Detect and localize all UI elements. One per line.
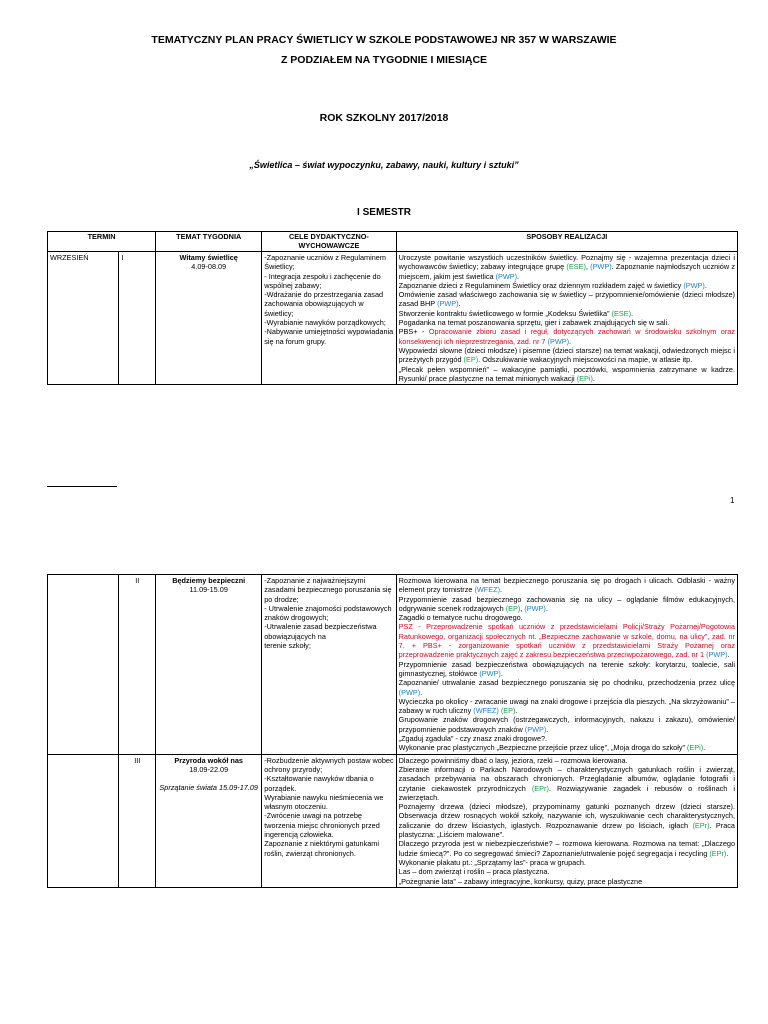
goal-item: -Utrwalenie zasad bezpieczeństwa obowiązujących na: [264, 622, 377, 641]
semester-heading: I SEMESTR: [357, 207, 411, 218]
text-fragment: „Zgaduj zgadula” - czy znasz znaki drogowe?.: [398, 734, 548, 744]
page-number: 1: [730, 496, 735, 505]
goal-item: -Zwrócenie uwagi na potrzebę tworzenia miejsc chronionych przed ingerencją człowieka.: [264, 811, 380, 840]
topic-title: Będziemy bezpieczni: [172, 576, 246, 585]
text-fragment: „Plecak pełen wspomnień” – wakacyjne pamiątki, pocztówki, wspomnienia zatrzymane w kadrze. Rysunki/ prace plastyczne na temat minionych wakacji: [398, 364, 735, 383]
method-paragraph: [399, 877, 735, 886]
ways-cell: [396, 252, 737, 385]
method-paragraph: [399, 290, 735, 309]
topic-extra: Sprzątanie świata 15.09-17.09: [159, 783, 258, 793]
code-fragment: (ESE): [611, 308, 632, 318]
goal-item: -Wdrażanie do przestrzegania zasad zachowania obowiązujących w świetlicy;: [264, 290, 384, 318]
method-paragraph: [399, 327, 735, 346]
text-fragment: Omówienie zasad właściwego zachowania się w świetlicy – przypomnienie/omówienie (dzieci młodsze) zasad BHP: [398, 290, 735, 309]
text-fragment: . Rozwiązywanie zagadek i rebusów o roślinach i zwierzętach.: [398, 783, 735, 802]
method-paragraph: [399, 576, 735, 595]
table-header-row: [48, 232, 738, 252]
topic-dates: 18.09-22.09: [189, 764, 229, 774]
week-number-cell: I: [119, 252, 156, 385]
goal-item: Zapoznanie z niektórymi gatunkami roślin, zwierząt chronionych.: [264, 839, 379, 858]
page-title: TEMATYCZNY PLAN PRACY ŚWIETLICY W SZKOLE PODSTAWOWEJ NR 357 W WARSZAWIE: [151, 34, 617, 46]
code-fragment: (PWP): [706, 650, 728, 660]
text-fragment: Przypomnienie zasad bezpieczeństwa obowiązujących na terenie szkoły: korytarzu, toalecie, sali gimnastycznej, stołówce: [398, 659, 735, 678]
code-fragment: (EPr): [692, 820, 710, 830]
text-fragment: Zbieranie informacji o Parkach Narodowych – charakterystycznych gatunkach roślin i zwierząt, zasadach przebywania na obszarach chronionych. Przeglądanie albumów, oglądanie fotografii i czytanie ciekawostek przyrodniczych: [398, 764, 735, 793]
method-paragraph: [399, 613, 735, 622]
code-fragment: (EPi): [576, 373, 593, 383]
method-paragraph: [399, 858, 735, 867]
code-fragment: (EPi): [686, 743, 704, 753]
text-fragment: .: [546, 724, 549, 734]
goal-item: -Rozbudzenie aktywnych postaw wobec ochrony przyrody;: [264, 755, 394, 774]
goal-item: -Zapoznanie z najważniejszymi zasadami bezpiecznego poruszania się po drodze;: [264, 576, 392, 604]
text-fragment: .: [569, 336, 572, 346]
topic-cell: [156, 252, 262, 385]
code-fragment: (PWP): [524, 603, 546, 613]
table-row: [48, 575, 738, 755]
code-fragment: (WFEZ): [473, 706, 499, 716]
month-cell: WRZESIEŃ: [48, 252, 119, 385]
text-fragment: .: [631, 308, 634, 318]
text-fragment: Las – dom zwierząt i roślin – praca plastyczna.: [398, 867, 550, 877]
code-fragment: (PWP): [479, 668, 501, 678]
topic-dates: 11.09-15.09: [189, 585, 228, 595]
goal-item: -Wyrabianie nawyków porządkowych;: [264, 318, 386, 328]
text-fragment: .: [458, 299, 461, 309]
method-paragraph: [399, 678, 735, 697]
text-fragment: .: [545, 603, 548, 613]
text-fragment: .: [517, 271, 520, 281]
header-topic: TEMAT TYGODNIA: [156, 232, 262, 252]
motto: „Świetlica – świat wypoczynku, zabawy, nauki, kultury i sztuki”: [249, 160, 519, 170]
text-fragment: .: [703, 743, 706, 753]
topic-cell: [156, 754, 262, 887]
page-subtitle: Z PODZIAŁEM NA TYGODNIE I MIESIĄCE: [280, 54, 488, 66]
text-fragment: „Pożegnanie lata” – zabawy integracyjne, konkursy, quizy, prace plastyczne: [398, 876, 643, 886]
method-paragraph: [399, 660, 735, 679]
plan-table-page2: [47, 574, 738, 888]
goal-item: -Kształtowanie nawyków dbania o porządek.: [264, 774, 374, 793]
text-fragment: PBS+ -: [398, 327, 429, 337]
week-number-cell: II: [119, 575, 156, 755]
text-fragment: Dlaczego powinniśmy dbać o lasy, jeziora, rzeki – rozmowa kierowana.: [398, 755, 628, 765]
plan-table-page1: [47, 231, 738, 385]
method-paragraph: [399, 309, 735, 318]
code-fragment: (EP): [500, 706, 516, 716]
topic-cell: [156, 575, 262, 755]
goals-cell: [262, 252, 396, 385]
method-paragraph: [399, 743, 735, 752]
text-fragment: Wykonanie prac plastycznych „Bezpieczne przejście przez ulicę”, „Moja droga do szkoły”: [398, 743, 687, 753]
code-fragment: Opracowanie zbioru zasad i reguł, dotyczących zachowań w środowisku szkolnym oraz konsekwencji ich nieprzestrzegania, zad. nr 7: [398, 327, 735, 346]
topic-title: Przyroda wokół nas: [174, 755, 243, 765]
method-paragraph: [399, 756, 735, 765]
header-term: TERMIN: [48, 232, 156, 252]
code-fragment: (PWP): [524, 724, 547, 734]
method-paragraph: [399, 839, 735, 858]
method-paragraph: [399, 765, 735, 802]
text-fragment: Wypowiedzi słowne (dzieci młodsze) i pisemne (dzieci starsze) na temat wakacji, odwiedzonych miejsc i przeżytych przygód: [398, 345, 735, 365]
text-fragment: Przypomnienie zasad bezpiecznego zachowania się na ulicy – oglądanie filmów edukacyjnych, odgrywanie scenek rodzajowych: [398, 594, 735, 613]
code-fragment: (PWP): [437, 299, 459, 309]
goals-cell: [262, 575, 396, 755]
topic-dates: 4.09-08.09: [191, 262, 227, 272]
school-year: ROK SZKOLNY 2017/2018: [319, 112, 449, 124]
ways-cell: [396, 575, 737, 755]
method-paragraph: [399, 281, 735, 290]
method-paragraph: [399, 346, 735, 365]
goal-item: - Utrwalenie znajomości podstawowych znaków drogowych;: [264, 603, 392, 623]
text-fragment: . Odszukiwanie wakacyjnych miejscowości na mapie, w atlasie itp.: [478, 355, 693, 365]
text-fragment: . Praca plastyczna: „Liściem malowane”.: [398, 820, 735, 840]
goal-item: Wyrabianie nawyku nieśmiecenia we własnym otoczeniu.: [264, 792, 384, 812]
goal-item: - Integracja zespołu i zachęcenie do wspólnej zabawy;: [264, 271, 381, 290]
table-row: [48, 252, 738, 385]
text-fragment: ,: [520, 603, 525, 613]
text-fragment: .: [592, 373, 595, 383]
month-cell: [48, 575, 119, 755]
text-fragment: .: [727, 650, 730, 660]
topic-title: Witamy świetlicę: [179, 253, 238, 262]
method-paragraph: [399, 318, 735, 327]
goal-item: -Nabywanie umiejętności wypowiadania się na forum grupy.: [264, 327, 394, 346]
method-paragraph: [399, 622, 735, 659]
text-fragment: .: [726, 848, 729, 858]
goals-cell: [262, 754, 396, 887]
month-cell: [48, 754, 119, 887]
method-paragraph: [399, 867, 735, 876]
code-fragment: (PWP): [683, 280, 705, 290]
week-number-cell: III: [119, 754, 156, 887]
text-fragment: Zapoznanie dzieci z Regulaminem Świetlicy oraz dziennym rozkładem zajęć w świetlicy: [398, 280, 684, 290]
text-fragment: .: [500, 585, 503, 595]
text-fragment: Wykonanie plakatu pt.: „Sprzątamy las”- praca w grupach.: [398, 857, 586, 867]
text-fragment: Poznajemy drzewa (dzieci młodsze), przypominamy gatunki poznanych drzew (dzieci starsze). Obserwacja drzew rosnących wokół szkoły, nazywanie ich, wyszukiwanie cech charakterystycznych, zaliczanie do drzew liściastych, iglastych. Rozpoznawanie drzew po liściach, igłach: [398, 802, 735, 830]
code-fragment: (EP): [463, 355, 479, 365]
method-paragraph: [399, 715, 735, 734]
text-fragment: Uroczyste powitanie wszystkich uczestników świetlicy. Poznajmy się - wzajemna prezentacja dzieci i wychowawców świetlicy; zabawy integrujące grupę: [398, 253, 735, 272]
text-fragment: Wycieczka po okolicy - zwracanie uwagi na znaki drogowe i przejścia dla pieszych. „Na skrzyżowaniu” – zabawy w ruch uliczny: [398, 696, 735, 716]
method-paragraph: [399, 595, 735, 614]
code-fragment: (PWP): [547, 336, 569, 346]
method-paragraph: [399, 734, 735, 743]
text-fragment: Rozmowa kierowana na temat bezpiecznego poruszania się po drogach i ulicach. Odblaski - ważny element przy tornistrze: [398, 576, 735, 595]
code-fragment: (PWP): [398, 687, 421, 697]
header-ways: SPOSOBY REALIZACJI: [396, 232, 737, 252]
text-fragment: Zagadki o tematyce ruchu drogowego.: [398, 613, 523, 623]
method-paragraph: [399, 253, 735, 281]
ways-cell: [396, 754, 737, 887]
code-fragment: (EPr): [531, 783, 549, 793]
text-fragment: .: [515, 706, 518, 716]
method-paragraph: [399, 365, 735, 384]
goal-item: -Zapoznanie uczniów z Regulaminem Świetlicy;: [264, 253, 386, 272]
text-fragment: Pogadanka na temat poszanowania sprzętu, gier i zabawek znajdujących się w sali.: [398, 318, 670, 328]
text-fragment: Grupowanie znaków drogowych (ostrzegawczych, informacyjnych, nakazu i zakazu), omówienie/ przypomnienie podstawowych znaków: [398, 715, 735, 734]
text-fragment: .: [420, 687, 423, 697]
code-fragment: (WFEZ): [474, 585, 501, 595]
method-paragraph: [399, 802, 735, 839]
table-bottom-border: [47, 486, 117, 487]
code-fragment: (EP): [505, 603, 521, 613]
text-fragment: ,: [585, 262, 591, 272]
goal-item: terenie szkoły;: [264, 641, 311, 651]
text-fragment: Dlaczego przyroda jest w niebezpieczeństwie? – rozmowa kierowana. Rozmowa na temat: „Dlaczego ludzie śmiecą?”. Po co segregować śmieci? Zapoznanie/utrwalenie pojęć segregacja i recycling: [398, 839, 735, 858]
code-fragment: (EPr): [709, 848, 727, 858]
code-fragment: (PWP): [590, 262, 612, 272]
code-fragment: (ESE): [566, 262, 586, 272]
text-fragment: . Zapoznanie najmłodszych uczniów z miejscem, jakim jest świetlica: [398, 262, 735, 281]
text-fragment: .: [500, 668, 503, 678]
code-fragment: (PWP): [495, 271, 518, 281]
text-fragment: .: [704, 280, 707, 290]
header-goals: CELE DYDAKTYCZNO-WYCHOWAWCZE: [262, 232, 396, 252]
method-paragraph: [399, 697, 735, 716]
text-fragment: Zapoznanie/ utrwalanie zasad bezpiecznego poruszania się po chodniku, przechodzenia przez ulicę: [398, 678, 735, 688]
code-fragment: PSZ - Przeprowadzenie spotkań uczniów z przedstawicielami Policji/Straży Pożarnej/Pogotowia Ratunkowego, organizacji społecznych nt. „Bezpieczne zachowanie w szkole, domu, na ulicy”, zad. nr 7. + PBS+ - zorganizowanie spotkań uczniów z przedstawicielami Straży Pożarnej oraz przeprowadzenie praktycznych zajęć z zakresu bezpieczeństwa przeciwpożarowego, zad. nr 1: [398, 622, 735, 660]
text-fragment: Stworzenie kontraktu świetlicowego w formie „Kodeksu Świetlika”: [398, 308, 612, 318]
table-row: [48, 754, 738, 887]
